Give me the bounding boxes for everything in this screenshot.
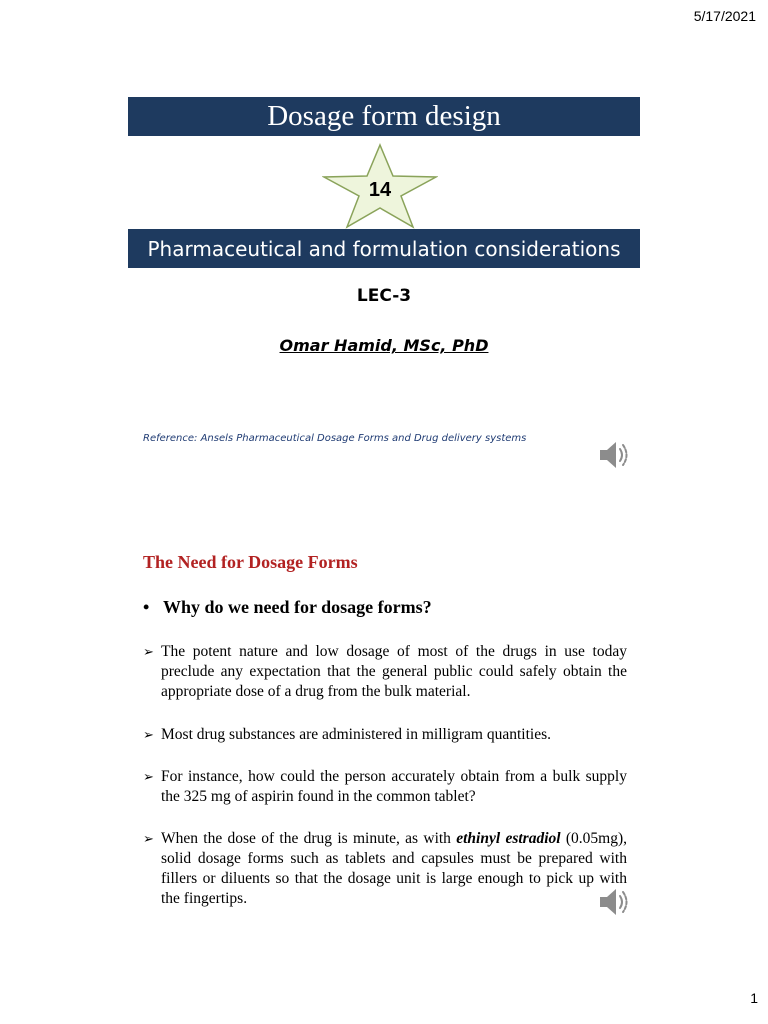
drug-name-emphasis: ethinyl estradiol [456, 830, 561, 847]
arrow-bullet-icon: ➢ [143, 769, 154, 784]
list-item [143, 642, 627, 702]
arrow-bullet-icon: ➢ [143, 727, 154, 742]
slide-title-banner [128, 97, 640, 136]
section-heading: The Need for Dosage Forms [143, 552, 358, 572]
list-item [143, 829, 627, 909]
arrow-bullet-icon: ➢ [143, 644, 154, 659]
list-item [143, 725, 627, 745]
slide-subtitle: Pharmaceutical and formulation considerations [147, 236, 621, 261]
list-item-text: Most drug substances are administered in milligram quantities. [161, 726, 552, 743]
list-item-text-after: (0.05mg), solid dosage forms such as tablets and capsules must be prepared with fillers or diluents so that the dosage unit is large enough to pick up with the fingertips. [161, 830, 627, 907]
slide-subtitle-banner [128, 229, 640, 268]
reference-note: Reference: Ansels Pharmaceutical Dosage Forms and Drug delivery systems [143, 433, 527, 444]
lecture-number: 14 [368, 179, 392, 201]
question-text: Why do we need for dosage forms? [163, 597, 432, 617]
author-name: Omar Hamid, MSc, PhD [279, 336, 489, 355]
list-item-text [161, 829, 627, 909]
list-item-text: The potent nature and low dosage of most of the drugs in use today preclude any expectation that the general public could safely obtain the appropriate dose of a drug from the bulk material. [161, 643, 627, 700]
page-number: 1 [750, 990, 758, 1006]
speaker-icon[interactable] [597, 437, 633, 473]
list-item [143, 767, 627, 807]
page-date: 5/17/2021 [693, 8, 756, 24]
list-item-text-before: When the dose of the drug is minute, as with [161, 830, 457, 847]
speaker-icon[interactable] [597, 884, 633, 920]
question-bullet-item [143, 597, 432, 618]
bullet-glyph: • [143, 597, 150, 617]
list-item-text: For instance, how could the person accurately obtain from a bulk supply the 325 mg of aspirin found in the common tablet? [161, 768, 627, 805]
slide-title: Dosage form design [267, 100, 501, 132]
arrow-bullet-icon: ➢ [143, 831, 154, 846]
lecture-label: LEC-3 [356, 286, 412, 306]
lecture-number-badge [322, 143, 438, 229]
